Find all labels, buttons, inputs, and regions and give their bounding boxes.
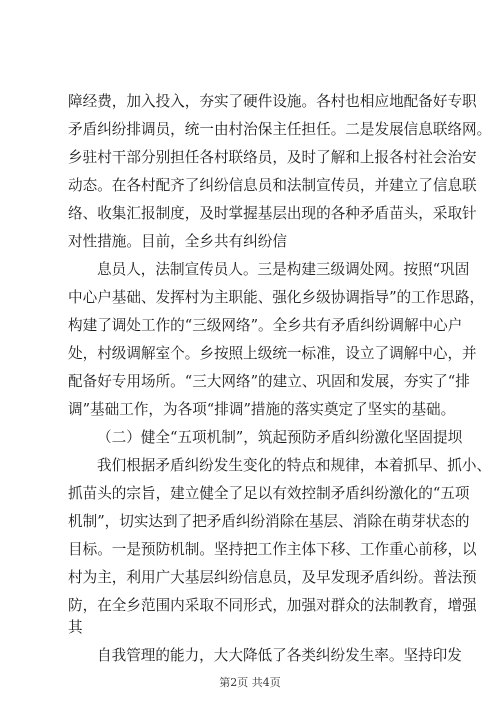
body-line: 络、收集汇报制度，及时掌握基层出现的各种矛盾苗头，采取针	[68, 205, 477, 222]
body-line: 调”基础工作，为各项“排调”措施的落实奠定了坚实的基础。	[68, 401, 456, 418]
body-line: 动态。在各村配齐了纠纷信息员和法制宣传员，并建立了信息联	[68, 177, 477, 194]
body-line: 其	[68, 619, 83, 636]
body-line: 处，村级调解室个。乡按照上级统一标准，设立了调解中心，并	[68, 345, 477, 362]
body-line: 对性措施。目前，全乡共有纠纷信	[68, 233, 287, 250]
body-line: 中心户基础、发挥村为主职能、强化乡级协调指导”的工作思路，	[68, 289, 485, 306]
body-line: 乡驻村干部分别担任各村联络员，及时了解和上报各村社会治安	[68, 149, 477, 166]
body-line: 村为主，利用广大基层纠纷信息员，及早发现矛盾纠纷。普法预	[68, 569, 477, 586]
section-heading: （二）健全“五项机制”，筑起预防矛盾纠纷激化坚固提坝	[97, 429, 463, 446]
body-line: 我们根据矛盾纠纷发生变化的特点和规律，本着抓早、抓小、	[97, 457, 492, 474]
body-line: 矛盾纠纷排调员，统一由村治保主任担任。二是发展信息联络网。	[68, 121, 492, 138]
body-line: 目标。一是预防机制。坚持把工作主体下移、工作重心前移，以	[68, 541, 477, 558]
body-line: 构建了调处工作的“三级网络”。全乡共有矛盾纠纷调解中心户	[68, 317, 463, 334]
body-line: 防，在全乡范围内采取不同形式，加强对群众的法制教育，增强	[68, 597, 477, 614]
body-line: 机制”，切实达到了把矛盾纠纷消除在基层、消除在萌芽状态的	[68, 513, 470, 530]
page-number-footer: 第2页 共4页	[219, 676, 281, 689]
body-line: 息员人，法制宣传员人。三是构建三级调处网。按照“巩固	[97, 261, 470, 278]
body-line: 障经费，加入投入，夯实了硬件设施。各村也相应地配备好专职	[68, 93, 477, 110]
body-line: 自我管理的能力，大大降低了各类纠纷发生率。坚持印发	[97, 647, 462, 664]
body-line: 配备好专用场所。“三大网络”的建立、巩固和发展，夯实了“排	[68, 373, 470, 390]
body-line: 抓苗头的宗旨，建立健全了足以有效控制矛盾纠纷激化的“五项	[68, 485, 470, 502]
